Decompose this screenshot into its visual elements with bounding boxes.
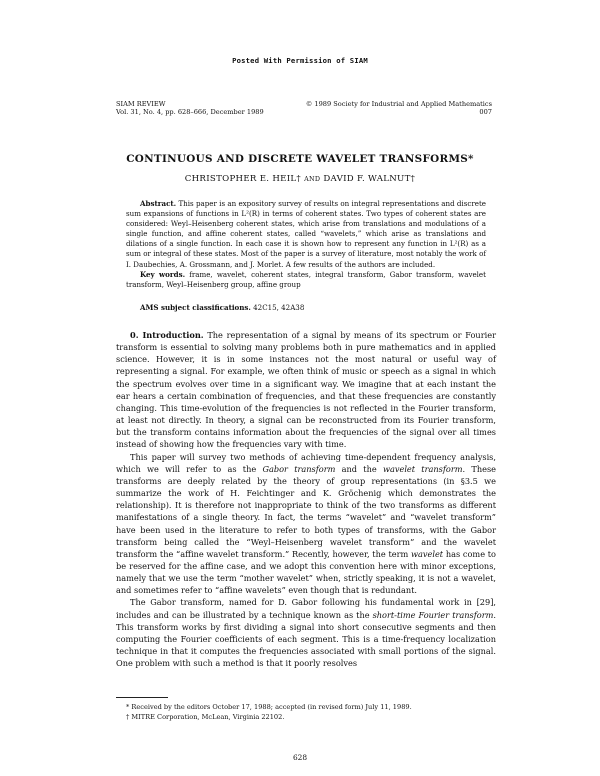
- author-heil: CHRISTOPHER E. HEIL†: [184, 174, 302, 184]
- term-wavelet: wavelet: [410, 548, 444, 559]
- keywords-text: frame, wavelet, coherent states, integral transform, Gabor transform, wavelet transform, Weyl–Heisenberg group, affine group: [126, 270, 486, 290]
- body-text: [116, 329, 496, 669]
- term-wavelet-transform: wavelet transform: [382, 463, 463, 474]
- footnote-affiliation: † MITRE Corporation, McLean, Virginia 22102.: [126, 713, 285, 721]
- abstract-text: This paper is an expository survey of results on integral representations and discrete sum expansions of functions in L²(R) in terms of coherent states. Two types of coherent states are considered: Weyl–Heisenberg coherent states, which arise from translations and modulations of a single function, and affine coherent states, called “wavelets,” which arise as translations and dilations of a single function. In each case it is shown how to represent any function in L²(R) as a sum or integral of these states. Most of the paper is a survey of literature, most notably the work of I. Daubechies, A. Grossmann, and J. Morlet. A few results of the authors are included.: [126, 199, 486, 269]
- intro-p2-text-c: . These transforms are deeply related by the theory of group representations (in §3.5 we summarize the work of H. Feichtinger and K. Gröchenig which demonstrates the relationship). It is therefore not inappropriate to think of the two transforms as different manifestations of a single theory. In fact, the terms “wavelet” and “wavelet transform” have been used in the literature to refer to both types of transforms, with the Gabor transform being called the “Weyl–Heisenberg wavelet transform” and the wavelet transform the “affine wavelet transform.” Recently, however, the term: [116, 463, 496, 559]
- journal-name: SIAM REVIEW: [116, 100, 166, 108]
- permission-banner: Posted With Permission of SIAM: [232, 56, 368, 65]
- keywords: [126, 270, 486, 290]
- intro-paragraph-2: [116, 451, 496, 597]
- term-gabor-transform: Gabor transform: [262, 463, 336, 474]
- ams-text: 42C15, 42A38: [253, 303, 305, 312]
- intro-p2-text-a: This paper will survey two methods of achieving time-dependent frequency analysis, which we will refer to as the: [116, 451, 496, 474]
- term-short-time-fourier-transform: short-time Fourier transform: [372, 609, 494, 620]
- ams-label: AMS subject classifications.: [140, 303, 251, 312]
- abstract: [126, 199, 486, 270]
- journal-code: 007: [479, 108, 492, 116]
- intro-p3-text-a: The Gabor transform, named for D. Gabor following his fundamental work in [29], includes and can be illustrated by a technique known as the: [116, 597, 496, 620]
- intro-paragraph-1: [116, 329, 496, 451]
- author-line: [0, 174, 600, 184]
- section-heading-introduction: 0. Introduction.: [130, 330, 204, 340]
- author-and: AND: [304, 175, 321, 183]
- footnote-rule: [116, 697, 168, 698]
- ams-classification: [126, 303, 304, 312]
- intro-p3-text-b: . This transform works by first dividing a signal into short consecutive segments and then computing the Fourier coefficients of each segment. This is a time-frequency localization technique in that it computes the frequencies associated with small portions of the signal. One problem with such a method is that it poorly resolves: [116, 609, 496, 669]
- copyright-notice: © 1989 Society for Industrial and Applied Mathematics: [305, 100, 492, 108]
- intro-paragraph-3: [116, 596, 496, 669]
- intro-p2-text-b: and the: [335, 463, 383, 474]
- journal-header-right: [306, 100, 492, 116]
- journal-volume: Vol. 31, No. 4, pp. 628–666, December 1989: [116, 108, 264, 116]
- paper-title: CONTINUOUS AND DISCRETE WAVELET TRANSFORMS*: [126, 153, 474, 165]
- journal-header-left: [116, 100, 264, 116]
- footnote-received: * Received by the editors October 17, 1988; accepted (in revised form) July 11, 1989.: [126, 703, 412, 711]
- page-number: 628: [292, 753, 308, 762]
- author-walnut: DAVID F. WALNUT†: [323, 174, 416, 184]
- abstract-label: Abstract.: [140, 199, 177, 208]
- intro-p2-text-d: has come to be reserved for the affine case, and we adopt this convention here with minor exceptions, namely that we use the term “mother wavelet” when, strictly speaking, it is not a wavelet, and sometimes refer to “affine wavelets” even though that is redundant.: [116, 548, 496, 596]
- keywords-label: Key words.: [140, 270, 186, 279]
- intro-p1-text: The representation of a signal by means of its spectrum or Fourier transform is essential to solving many problems both in pure mathematics and in applied science. However, it is in some instances not the most natural or useful way of representing a signal. For example, we often think of music or speech as a signal in which the spectrum evolves over time in a significant way. We imagine that at each instant the ear hears a certain combination of frequencies, and that these frequencies are constantly changing. This time-evolution of the frequencies is not reflected in the Fourier transform, at least not directly. In theory, a signal can be reconstructed from its Fourier transform, but the transform contains information about the frequencies of the signal over all times instead of showing how the frequencies vary with time.: [116, 330, 496, 450]
